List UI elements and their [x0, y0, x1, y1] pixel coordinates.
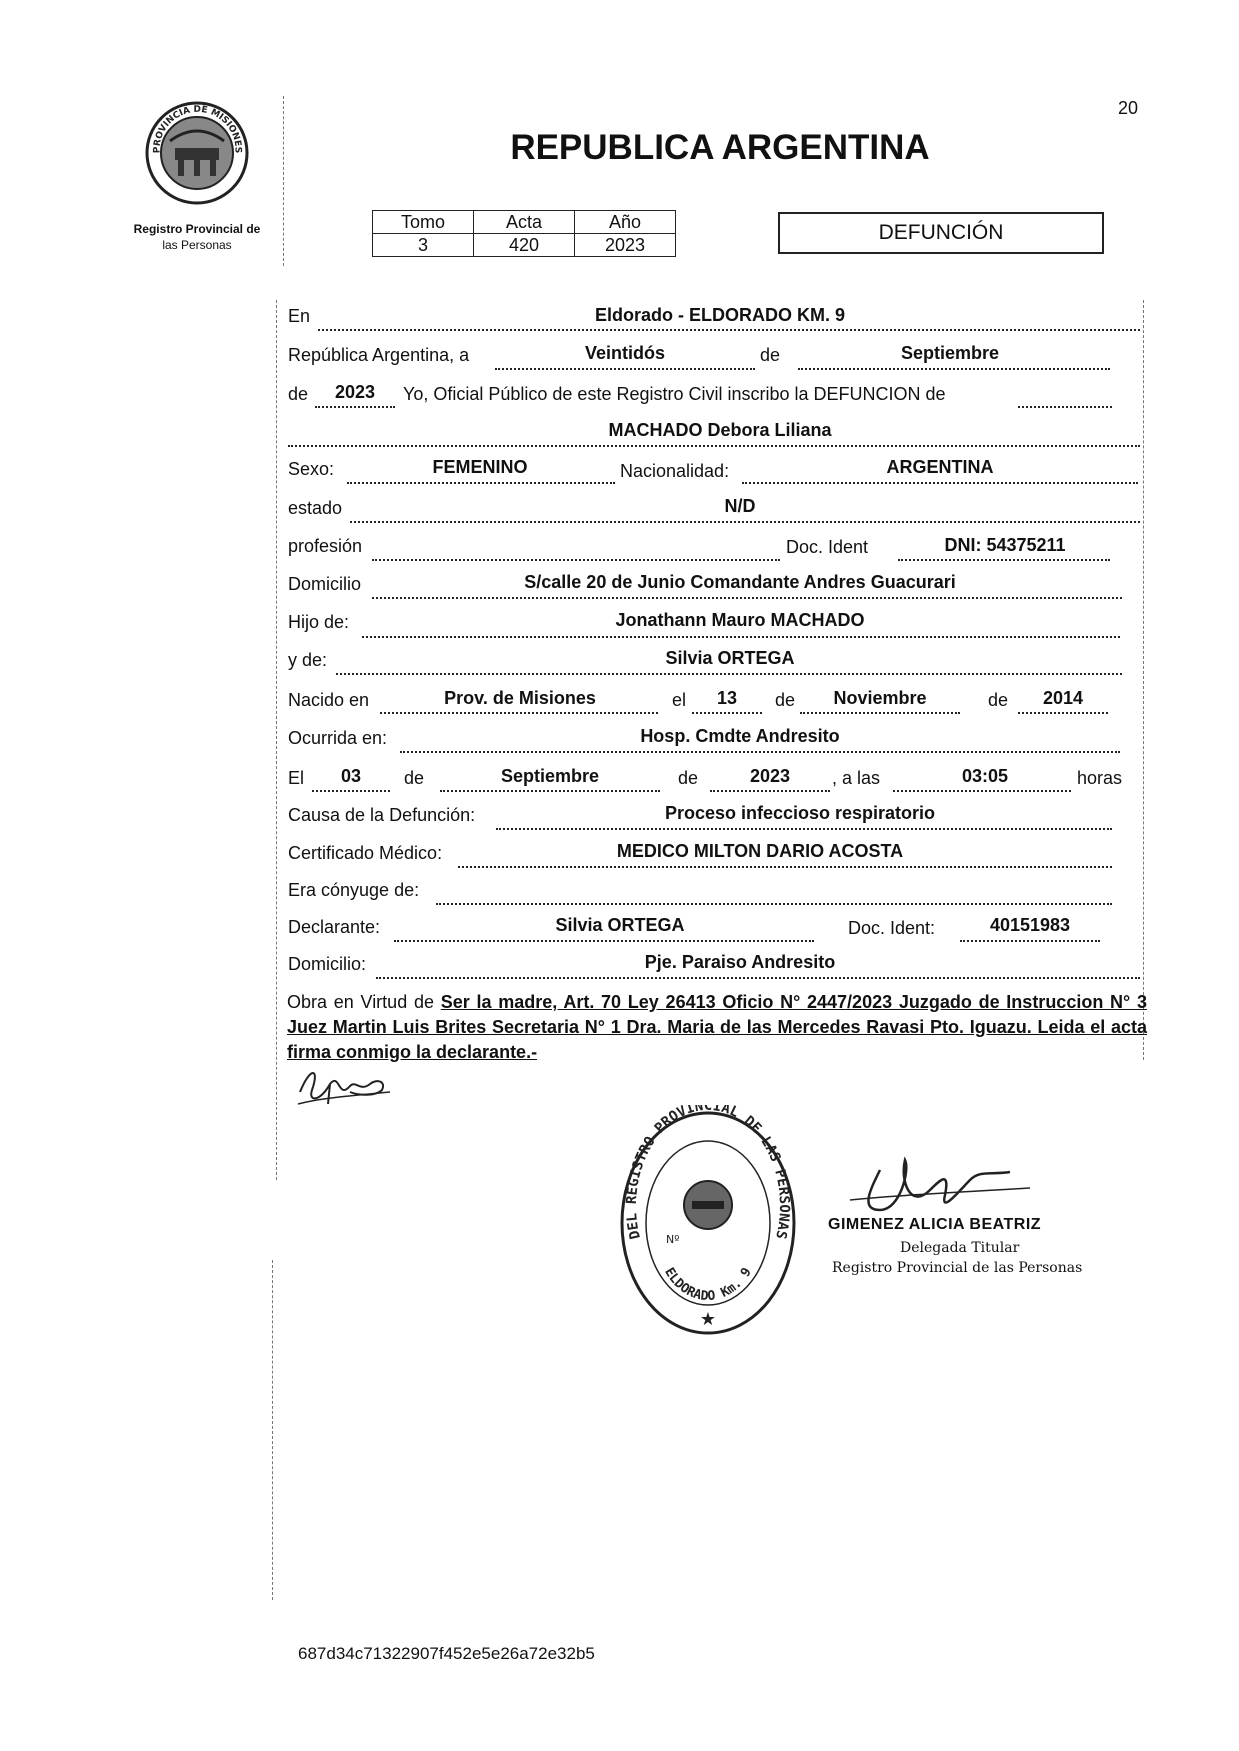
svg-text:★: ★	[699, 1309, 717, 1329]
label-conyuge: Era cónyuge de:	[288, 880, 420, 900]
record-table	[372, 210, 676, 257]
emblem-text: PROVINCIA DE MISIONES	[152, 104, 243, 154]
value-declarante-domicilio: Pje. Paraiso Andresito	[644, 952, 836, 972]
label-de-anio: de	[988, 690, 1009, 710]
label-de-dia: de	[404, 768, 425, 788]
value-def-mes: Septiembre	[500, 766, 600, 786]
label-doc-ident2: Doc. Ident:	[848, 918, 936, 938]
value-dni: DNI: 54375211	[944, 535, 1066, 555]
value-madre: Silvia ORTEGA	[665, 648, 795, 668]
value-obra: Ser la madre, Art. 70 Ley 26413 Oficio N° 2447/2023 Juzgado de Instruccion N° 3 Juez Martin Luis Brites Secretaria N° 1 Dra. Maria de las Mercedes Ravasi Pto. Iguazu. Leida el acta firma conmigo la declarante.-	[287, 992, 1148, 1062]
tomo-header: Tomo	[373, 211, 474, 234]
label-horas: horas	[1077, 768, 1123, 788]
value-nacido-en: Prov. de Misiones	[444, 688, 596, 708]
value-anio: 2023	[334, 382, 376, 402]
tomo-value: 3	[373, 234, 474, 257]
officer-title: Delegada Titular	[900, 1240, 1020, 1256]
value-mes-letras: Septiembre	[900, 343, 1000, 363]
document-hash: 687d34c71322907f452e5e26a72e32b5	[298, 1644, 595, 1663]
label-sexo: Sexo:	[288, 459, 335, 479]
stamp-text: DEL REGISTRO PROVINCIAL DE LAS PERSONAS	[623, 1105, 793, 1241]
value-def-anio: 2023	[749, 766, 791, 786]
value-lugar: Eldorado - ELDORADO KM. 9	[594, 305, 845, 325]
label-estado: estado	[288, 498, 343, 518]
label-el: el	[672, 690, 687, 710]
value-nacionalidad: ARGENTINA	[886, 457, 994, 477]
acta-header: Acta	[474, 211, 575, 234]
label-certificado: Certificado Médico:	[288, 843, 443, 863]
obra-paragraph	[287, 990, 1147, 1065]
label-ocurrida-en: Ocurrida en:	[288, 728, 388, 748]
value-padre: Jonathann Mauro MACHADO	[615, 610, 865, 630]
label-a-las: , a las	[832, 768, 881, 788]
label-de-mes: de	[775, 690, 796, 710]
label-declarante: Declarante:	[288, 917, 381, 937]
label-y-de: y de:	[288, 650, 328, 670]
label-el-dia: El	[288, 768, 305, 788]
value-sexo: FEMENINO	[432, 457, 528, 477]
label-hijo-de: Hijo de:	[288, 612, 350, 632]
value-domicilio: S/calle 20 de Junio Comandante Andres Guacurari	[524, 572, 956, 592]
label-de-year: de	[288, 384, 309, 404]
label-causa: Causa de la Defunción:	[288, 805, 476, 825]
label-obra: Obra en Virtud de	[287, 992, 434, 1012]
value-causa: Proceso infeccioso respiratorio	[664, 803, 936, 823]
label-republica: República Argentina, a	[288, 345, 470, 365]
label-de-mes2: de	[678, 768, 699, 788]
label-profesion: profesión	[288, 536, 363, 556]
value-nac-mes: Noviembre	[833, 688, 927, 708]
label-en: En	[288, 306, 311, 326]
page-title: REPUBLICA ARGENTINA	[510, 128, 930, 167]
registry-stamp	[618, 1105, 798, 1335]
label-domicilio2: Domicilio:	[288, 954, 367, 974]
label-doc-ident: Doc. Ident	[786, 537, 869, 557]
value-ocurrida-en: Hosp. Cmdte Andresito	[640, 726, 840, 746]
label-nacionalidad: Nacionalidad:	[620, 461, 730, 481]
svg-text:ELDORADO Km. 9	[661, 1265, 755, 1304]
value-dia-letras: Veintidós	[584, 343, 665, 363]
page-number: 20	[1118, 98, 1139, 118]
value-nac-anio: 2014	[1042, 688, 1084, 708]
record-type-box: DEFUNCIÓN	[778, 212, 1104, 254]
label-domicilio: Domicilio	[288, 574, 362, 594]
officer-registry: Registro Provincial de las Personas	[832, 1260, 1083, 1276]
anio-value: 2023	[575, 234, 676, 257]
value-declarante-doc: 40151983	[989, 915, 1071, 935]
value-def-hora: 03:05	[961, 766, 1009, 786]
anio-header: Año	[575, 211, 676, 234]
value-estado: N/D	[724, 496, 756, 516]
label-nacido-en: Nacido en	[288, 690, 370, 710]
value-nombre: MACHADO Debora Liliana	[608, 420, 832, 440]
value-nac-dia: 13	[716, 688, 738, 708]
registry-label-line2: las Personas	[162, 238, 232, 252]
province-emblem	[140, 96, 255, 211]
label-de: de	[760, 345, 781, 365]
label-yo-oficial: Yo, Oficial Público de este Registro Civil inscribo la DEFUNCION de	[403, 384, 946, 404]
value-def-dia: 03	[340, 766, 362, 786]
stamp-number: Nº	[666, 1233, 680, 1246]
declarant-signature	[290, 1062, 400, 1117]
stamp-place: ELDORADO Km. 9	[661, 1265, 755, 1305]
value-declarante: Silvia ORTEGA	[555, 915, 685, 935]
registry-label-line1: Registro Provincial de	[133, 222, 261, 236]
officer-name: GIMENEZ ALICIA BEATRIZ	[828, 1216, 1042, 1233]
acta-value: 420	[474, 234, 575, 257]
value-certificado: MEDICO MILTON DARIO ACOSTA	[616, 841, 904, 861]
